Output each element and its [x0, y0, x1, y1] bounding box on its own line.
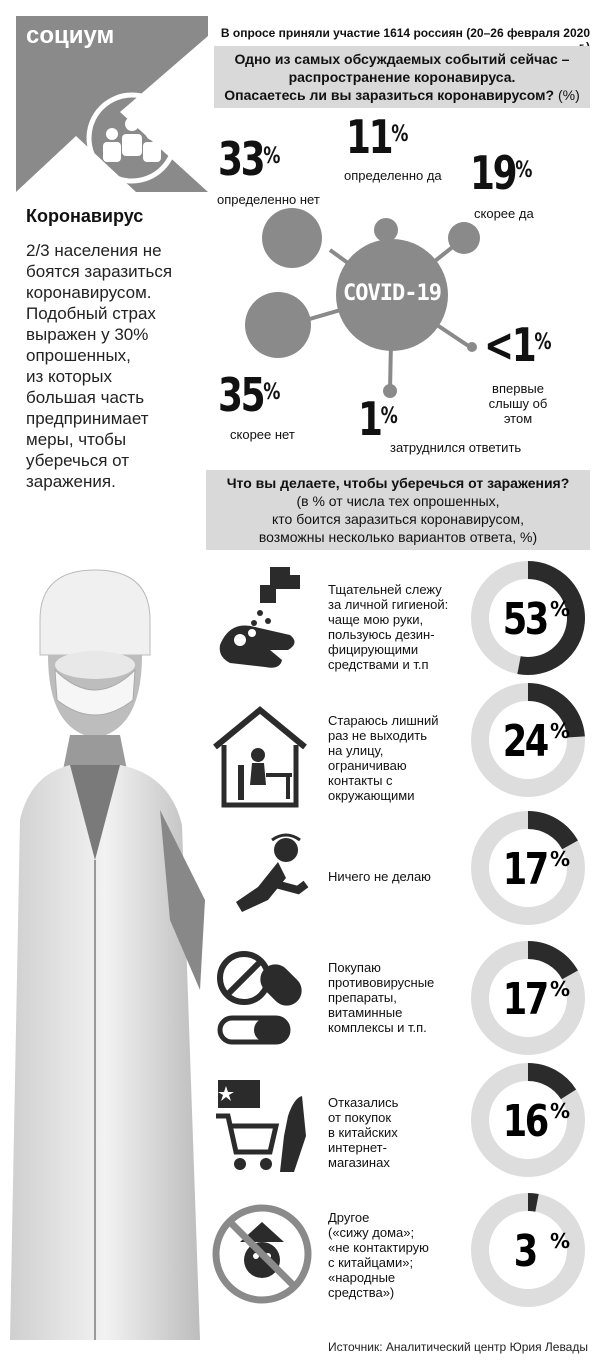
question2-sub2: кто боится заразиться коронавирусом,: [272, 511, 524, 527]
donut-percent-sign: %: [550, 847, 571, 871]
answer-text: [328, 582, 460, 672]
source-note: Источник: Аналитический центр Юрия Левады: [328, 1340, 588, 1354]
answer-line: Тщательней слежу: [328, 582, 442, 597]
sidebar-line: Подобный страх: [26, 304, 156, 323]
answer-line: пользуюсь дезин-: [328, 627, 435, 642]
sidebar-line: заражения.: [26, 472, 116, 491]
home-icon: [210, 705, 310, 810]
donut-percent-sign: %: [550, 1099, 571, 1123]
cart-flag-icon: [214, 1076, 314, 1176]
answer-line: «не контактирую: [328, 1240, 429, 1255]
answer-text: [328, 960, 460, 1035]
q1-label: скорее нет: [230, 427, 295, 442]
answer-line: раз не выходить: [328, 728, 428, 743]
handwash-icon: [210, 565, 310, 675]
question1-line2: распространение коронавируса.: [288, 69, 516, 85]
answer-line: Отказались: [328, 1095, 399, 1110]
answer-line: ограничиваю: [328, 758, 407, 773]
q1-pct: %: [534, 330, 552, 355]
survey-note: В опросе приняли участие 1614 россиян (20–26 февраля 2020: [220, 26, 590, 40]
q1-value: 1: [358, 392, 381, 446]
donut-value-label: 24: [502, 716, 547, 768]
donut-value-arc: [528, 1072, 569, 1094]
q1-item-3: [484, 318, 571, 372]
q1-pct: %: [515, 158, 533, 183]
sidebar-line: выражен у 30%: [26, 325, 149, 344]
sidebar-text: [26, 240, 206, 492]
q1-pct: %: [391, 122, 409, 147]
donut-percent-sign: %: [550, 1229, 571, 1253]
q1-label: определенно нет: [217, 192, 320, 207]
q1-value: 19: [470, 146, 516, 200]
q1-pct: %: [380, 404, 398, 429]
answer-line: противовирусные: [328, 975, 435, 990]
question1-box: [214, 46, 590, 108]
answer-line: контакты с: [328, 773, 393, 788]
donut-3: [480, 950, 576, 1046]
answer-line: на улицу,: [328, 743, 384, 758]
sidebar-line: боятся заразиться: [26, 262, 173, 281]
answer-text: [328, 1210, 460, 1300]
q1-value: <1: [484, 318, 535, 372]
answer-line: («сижу дома»;: [328, 1225, 415, 1240]
q1-label: скорее да: [474, 206, 534, 221]
answer-line: Другое: [328, 1210, 370, 1225]
answer-line: с китайцами»;: [328, 1255, 414, 1270]
q1-item-0: [218, 132, 298, 186]
sidebar-line: предпринимает: [26, 409, 149, 428]
answer-line: витаминные: [328, 1005, 403, 1020]
answer-line: «народные: [328, 1270, 396, 1285]
sidebar-line: меры, чтобы: [26, 430, 127, 449]
q1-pct: %: [263, 144, 281, 169]
answer-text: [328, 1095, 460, 1170]
q1-pct: %: [263, 380, 281, 405]
sidebar-line: уберечься от: [26, 451, 130, 470]
sidebar-line: коронавирусом.: [26, 283, 152, 302]
section-logo: [16, 16, 208, 192]
relaxing-person-icon: [228, 832, 318, 922]
covid-label: COVID-19: [343, 281, 441, 306]
donut-0: [480, 570, 576, 666]
donut-percent-sign: %: [550, 597, 571, 621]
section-label: социум: [26, 22, 115, 49]
answer-text: [328, 869, 460, 884]
donut-percent-sign: %: [550, 977, 571, 1001]
question1-unit: (%): [557, 87, 580, 103]
question2-title: Что вы делаете, чтобы уберечься от заражения?: [226, 475, 570, 491]
donut-1: [480, 692, 576, 788]
question1-line3: Опасаетесь ли вы заразиться коронавирусом?: [224, 87, 555, 103]
donut-charts: [462, 560, 592, 1330]
donut-value-label: 53: [502, 594, 547, 646]
donut-2: [480, 820, 576, 916]
q1-item-5: [218, 368, 298, 422]
answer-line: средства»): [328, 1285, 395, 1300]
q1-label-text: впервые слышу об этом: [488, 381, 548, 426]
answer-line: Стараюсь лишний: [328, 713, 439, 728]
donut-value-label: 3: [513, 1226, 536, 1278]
answer-line: магазинах: [328, 1155, 390, 1170]
answer-line: интернет-: [328, 1140, 387, 1155]
donut-5: [480, 1202, 576, 1298]
q1-label: [478, 381, 558, 426]
doctor-illustration: [0, 560, 210, 1340]
q1-item-2: [470, 146, 550, 200]
donut-value-label: 16: [502, 1096, 547, 1148]
q1-value: 35: [218, 368, 264, 422]
answer-line: Покупаю: [328, 960, 381, 975]
donut-value-arc: [528, 1202, 537, 1203]
donut-value-label: 17: [502, 844, 547, 896]
donut-value-arc: [528, 820, 570, 845]
question2-sub1: (в % от числа тех опрошенных,: [296, 493, 500, 509]
sidebar-title: Коронавирус: [26, 206, 144, 226]
answer-text: [328, 713, 460, 803]
q1-value: 11: [346, 110, 392, 164]
answer-line: окружающими: [328, 788, 415, 803]
q1-value: 33: [218, 132, 264, 186]
answer-line: от покупок: [328, 1110, 392, 1125]
donut-percent-sign: %: [550, 719, 571, 743]
q1-item-4: [358, 392, 409, 446]
question2-sub3: возможны несколько вариантов ответа, %): [258, 529, 538, 545]
q1-item-1: [346, 110, 426, 164]
answer-line: чаще мою руки,: [328, 612, 424, 627]
answer-line: препараты,: [328, 990, 397, 1005]
answer-line: в китайских: [328, 1125, 398, 1140]
sidebar-line: из которых: [26, 367, 112, 386]
answer-line: средствами и т.п: [328, 657, 429, 672]
answer-line: фицирующими: [328, 642, 419, 657]
pills-icon: [216, 948, 306, 1048]
answer-line: за личной гигиеной:: [328, 597, 449, 612]
donut-4: [480, 1072, 576, 1168]
q1-label: затруднился ответить: [390, 440, 522, 455]
sidebar-line: опрошенных,: [26, 346, 131, 365]
question1-line1: Одно из самых обсуждаемых событий сейчас –: [234, 51, 570, 67]
answer-line: комплексы и т.п.: [328, 1020, 427, 1035]
sidebar-line: большая часть: [26, 388, 145, 407]
answer-line: Ничего не делаю: [328, 869, 431, 884]
q1-label: определенно да: [344, 168, 442, 183]
donut-value-label: 17: [502, 974, 547, 1026]
question2-box: [206, 470, 590, 550]
sidebar-line: 2/3 населения не: [26, 241, 162, 260]
donut-value-arc: [528, 950, 570, 975]
no-person-icon: [212, 1198, 312, 1308]
people-group-icon: [84, 90, 180, 186]
